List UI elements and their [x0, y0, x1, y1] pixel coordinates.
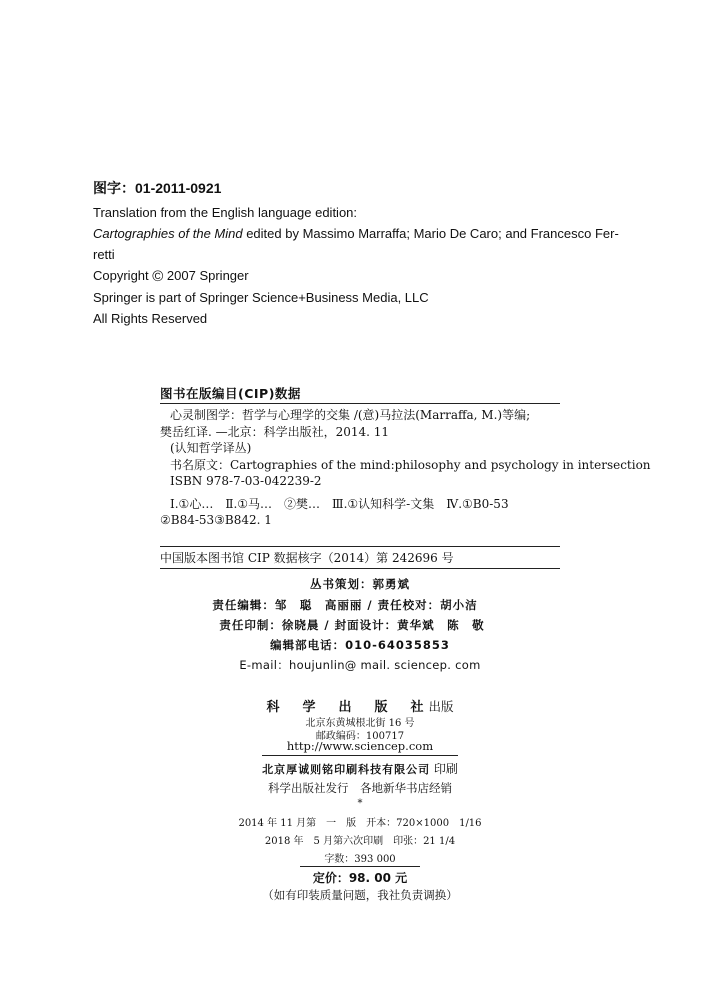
copyright-block: [93, 178, 653, 329]
cip-line: (认知哲学译丛): [170, 441, 252, 455]
publisher-suffix: 出版: [428, 699, 454, 714]
edition-info: 2014 年 11 月第 一 版 开本：720×1000 1/16: [238, 818, 482, 829]
printing-info: 2018 年 5 月第六次印刷 印张：21 1/4: [264, 836, 456, 847]
springer-statement: Springer is part of Springer Science+Business Media, LLC: [93, 290, 429, 305]
original-book-title: Cartographies of the Mind: [93, 226, 243, 241]
cip-line: 书名原文：Cartographies of the mind:philosophy and psychology in intersection: [170, 457, 651, 472]
quality-note: （如有印装质量问题，我社负责调换）: [262, 888, 458, 902]
responsible-editors: 责任编辑：邹 聪 高丽丽 / 责任校对：胡小洁: [212, 598, 478, 612]
copyright-suffix: 2007 Springer: [163, 268, 249, 283]
editorial-phone: 编辑部电话：010-64035853: [270, 638, 450, 652]
cip-line: 樊岳红译. —北京：科学出版社，2014. 11: [160, 424, 390, 439]
publisher-address: 北京东黄城根北街 16 号: [305, 718, 415, 729]
printer-suffix: 印刷: [430, 762, 458, 776]
publisher-line: [0, 696, 720, 715]
publisher-rule: [262, 755, 458, 756]
separator-star: *: [357, 798, 363, 809]
word-count: 字数：393 000: [324, 854, 396, 865]
registration-number: 图字：01-2011-0921: [93, 180, 222, 196]
price: 定价：98. 00 元: [312, 871, 408, 885]
original-edition-line: [93, 223, 653, 244]
series-planner: 丛书策划：郭勇斌: [310, 577, 410, 591]
price-rule: [300, 866, 420, 867]
cip-classification: Ⅰ.①心… Ⅱ.①马… ②樊… Ⅲ.①认知科学-文集 Ⅳ.①B0-53: [170, 496, 509, 511]
cip-number: 中国版本图书馆 CIP 数据核字（2014）第 242696 号: [160, 551, 454, 565]
copyright-line: [93, 265, 653, 287]
distribution-line: 科学出版社发行 各地新华书店经销: [268, 781, 452, 795]
publisher-name: 科 学 出 版 社: [266, 700, 429, 715]
cip-middle-rule: [160, 546, 560, 547]
publisher-url: http://www.sciencep.com: [286, 739, 434, 753]
editorial-email: E-mail：houjunlin@ mail. sciencep. com: [239, 658, 481, 672]
cip-record: [160, 407, 651, 529]
rights-statement: All Rights Reserved: [93, 311, 208, 326]
cip-bottom-rule: [160, 568, 560, 569]
cip-line: 心灵制图学：哲学与心理学的交集 /(意)马拉法(Marraffa, M.)等编;: [170, 408, 531, 422]
cip-top-rule: [160, 403, 560, 404]
cip-classification: ②B84-53③B842. 1: [160, 513, 272, 527]
publisher-postcode: 邮政编码：100717: [315, 731, 405, 742]
cip-isbn: ISBN 978-7-03-042239-2: [170, 474, 322, 488]
translation-note: Translation from the English language edition:: [93, 205, 358, 220]
cip-heading: 图书在版编目(CIP)数据: [160, 386, 301, 401]
original-editors-continued: retti: [93, 247, 115, 262]
original-editors: edited by Massimo Marraffa; Mario De Caro; and Francesco Fer-: [242, 226, 619, 241]
printer-line: [0, 760, 720, 777]
copyright-prefix: Copyright: [93, 268, 153, 283]
copyright-icon: ©: [152, 268, 164, 285]
printer-name: 北京厚诚则铭印刷科技有限公司: [262, 763, 431, 776]
print-and-cover-design: 责任印制：徐晓晨 / 封面设计：黄华斌 陈 敬: [219, 618, 485, 632]
